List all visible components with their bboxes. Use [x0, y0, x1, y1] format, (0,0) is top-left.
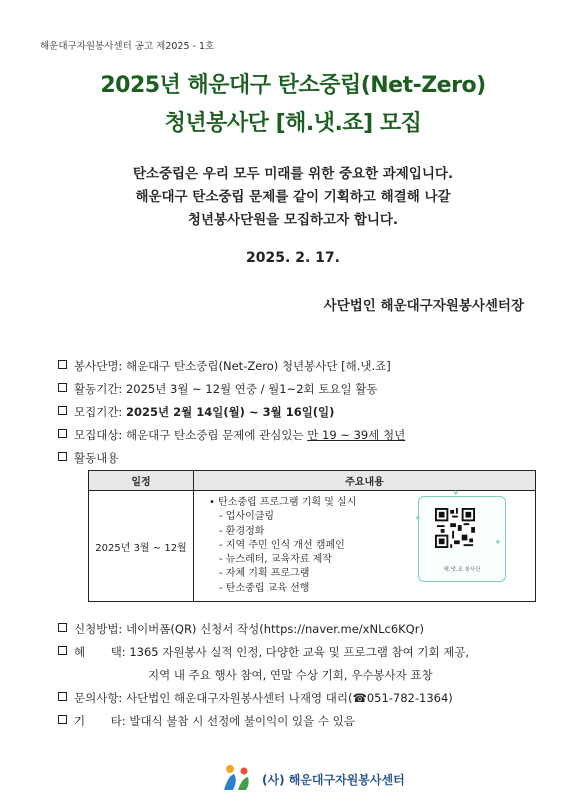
page-title-line1: 2025년 해운대구 탄소중립(Net-Zero)	[100, 73, 486, 98]
sub-item: - 뉴스레터, 교육자료 제작	[219, 554, 332, 566]
intro-line2: 해운대구 탄소중립 문제를 같이 기획하고 해결해 나갈	[135, 189, 451, 205]
apply-benefit-cont: 지역 내 주요 행사 참여, 연말 수상 기회, 우수봉사자 표창	[148, 668, 433, 682]
notice-date: 2025. 2. 17.	[246, 250, 340, 266]
sparkle-icon: ✦	[452, 489, 460, 499]
intro-line1: 탄소중립은 우리 모두 미래를 위한 중요한 과제입니다.	[132, 166, 454, 182]
checkbox-icon	[58, 623, 67, 632]
table-header-schedule: 일정	[89, 471, 194, 491]
apply-method: 신청방법: 네이버폼(QR) 신청서 작성(https://naver.me/xNLc6KQr)	[58, 621, 424, 637]
checkbox-icon	[58, 692, 67, 701]
checkbox-icon	[58, 715, 67, 724]
checkbox-icon	[58, 383, 67, 392]
sub-item: - 환경정화	[219, 525, 265, 537]
checkbox-icon	[58, 452, 67, 461]
checkbox-icon	[58, 360, 67, 369]
sender-name: 사단법인 해운대구자원봉사센터장	[323, 298, 524, 314]
footer-org-name: (사) 해운대구자원봉사센터	[262, 773, 405, 787]
detail-activity-period: 활동기간: 2025년 3월 ~ 12월 연중 / 월1~2회 토요일 활동	[58, 381, 378, 397]
detail-group-name: 봉사단명: 해운대구 탄소중립(Net-Zero) 청년봉사단 [해.냇.죠]	[58, 358, 391, 374]
sub-item: - 지역 주민 인식 개선 캠페인	[219, 539, 345, 551]
notice-number: 해운대구자원봉사센터 공고 제2025 - 1호	[40, 41, 215, 52]
qr-code-icon[interactable]	[435, 508, 475, 548]
table-header-content: 주요내용	[194, 471, 536, 491]
intro-line3: 청년봉사단원을 모집하고자 합니다.	[187, 212, 399, 228]
checkbox-icon	[58, 646, 67, 655]
sparkle-icon: ✦	[494, 538, 502, 548]
sub-item: - 업사이클링	[219, 511, 275, 523]
sub-item: - 자체 기획 프로그램	[219, 568, 310, 580]
checkbox-icon	[58, 429, 67, 438]
detail-target: 모집대상: 해운대구 탄소중립 문제에 관심있는 만 19 ~ 39세 청년	[58, 427, 405, 443]
poster-caption: 해.냇.죠 봉사단	[443, 567, 481, 573]
checkbox-icon	[58, 406, 67, 415]
apply-benefit: 혜 택: 1365 자원봉사 실적 인정, 다양한 교육 및 프로그램 참여 기회 제공,	[58, 644, 469, 660]
main-item: • 탄소중립 프로그램 기획 및 실시	[209, 497, 357, 508]
sparkle-icon: ✦	[414, 514, 422, 524]
apply-inquiry: 문의사항: 사단법인 해운대구자원봉사센터 나재영 대리(☎051-782-1364)	[58, 690, 453, 706]
detail-recruit-period: 모집기간: 2025년 2월 14일(월) ~ 3월 16일(일)	[58, 404, 334, 420]
table-cell-schedule: 2025년 3월 ~ 12월	[89, 491, 194, 602]
volunteer-logo-icon	[220, 762, 260, 792]
detail-activities: 활동내용	[58, 450, 118, 466]
sub-item: - 탄소중립 교육 선행	[219, 582, 310, 594]
page-title-line2: 청년봉사단 [해.냇.죠] 모집	[164, 111, 422, 136]
apply-etc: 기 타: 발대식 불참 시 선정에 불이익이 있을 수 있음	[58, 713, 355, 729]
